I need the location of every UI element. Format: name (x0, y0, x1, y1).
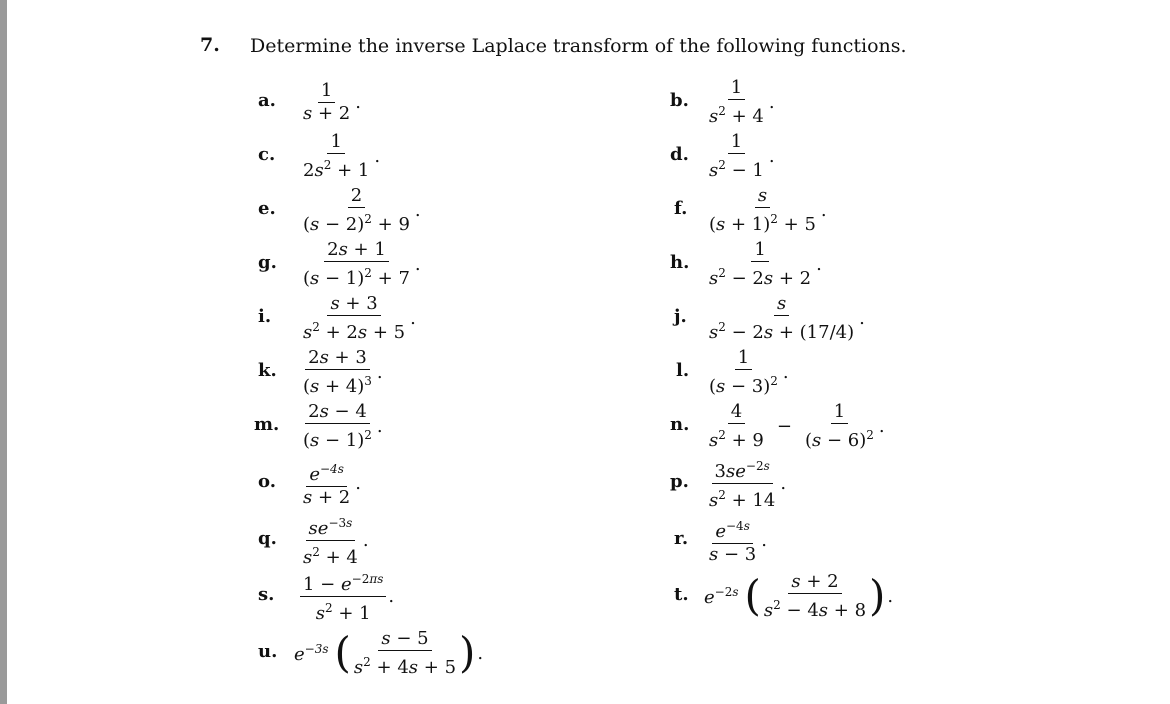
math-expression: $\frac{1 - e^{-2\pi s}}{s^2 + 1}$ . (300, 571, 394, 621)
item-label: g. (258, 252, 277, 273)
item-label: n. (670, 414, 690, 435)
math-expression: $e^{-3s}$ ( $\frac{s - 5}{s^2 + 4s + 5}$ ) . (294, 627, 484, 678)
math-expression: $e^{-2s}$ ( $\frac{s + 2}{s^2 - 4s + 8}$ ) . (704, 570, 894, 621)
item-label: f. (674, 198, 688, 219)
item-label: k. (258, 360, 277, 381)
item-label: i. (258, 306, 272, 327)
item-label: j. (674, 306, 687, 327)
item-label: h. (670, 252, 690, 273)
math-expression: $\frac{1}{(s - 3)^2}$ . (709, 346, 789, 397)
page-left-border (0, 0, 7, 704)
question-number: 7. (200, 34, 220, 56)
item-label: s. (258, 584, 275, 605)
question-prompt: Determine the inverse Laplace transform of the following functions. (250, 35, 907, 57)
math-expression: $\frac{se^{-3s}}{s^2 + 4}$ . (300, 515, 369, 565)
item-label: p. (670, 471, 689, 492)
math-expression: $\frac{1}{s^2 - 2s + 2}$ . (709, 238, 822, 289)
math-expression: $\frac{1}{s^2 + 4}$ . (709, 76, 775, 127)
math-expression: $\frac{2s - 4}{(s - 1)^2}$ . (303, 400, 383, 451)
math-expression: $\frac{s + 3}{s^2 + 2s + 5}$ . (303, 292, 416, 343)
item-label: l. (676, 360, 690, 381)
math-expression: $\frac{e^{-4s}}{s + 2}$ . (300, 458, 361, 508)
item-label: c. (258, 144, 276, 165)
math-expression: $\frac{2}{(s - 2)^2 + 9}$ . (303, 184, 421, 235)
math-expression: $\frac{1}{s^2 - 1}$ . (709, 130, 775, 181)
math-expression: $\frac{s}{s^2 - 2s + (17/4)}$ . (709, 292, 865, 343)
item-label: e. (258, 198, 276, 219)
math-expression: $\frac{2s + 3}{(s + 4)^3}$ . (303, 346, 383, 397)
item-label: b. (670, 90, 689, 111)
item-label: d. (670, 144, 689, 165)
math-expression: $\frac{2s + 1}{(s - 1)^2 + 7}$ . (303, 238, 421, 289)
math-expression: $\frac{s}{(s + 1)^2 + 5}$ . (709, 184, 827, 235)
math-expression: $\frac{e^{-4s}}{s - 3}$ . (706, 515, 767, 565)
item-label: q. (258, 528, 277, 549)
item-label: o. (258, 471, 276, 492)
math-expression: $\frac{1}{s + 2}$ . (303, 79, 361, 124)
item-label: a. (258, 90, 276, 111)
item-label: t. (674, 584, 689, 605)
math-expression: $\frac{4}{s^2 + 9}$ − $\frac{1}{(s - 6)^2}$ . (709, 400, 885, 451)
math-expression: $\frac{3se^{-2s}}{s^2 + 14}$ . (706, 458, 786, 508)
item-label: r. (674, 528, 689, 549)
item-label: u. (258, 641, 278, 662)
math-expression: $\frac{1}{2s^2 + 1}$ . (303, 130, 381, 181)
item-label: m. (254, 414, 280, 435)
